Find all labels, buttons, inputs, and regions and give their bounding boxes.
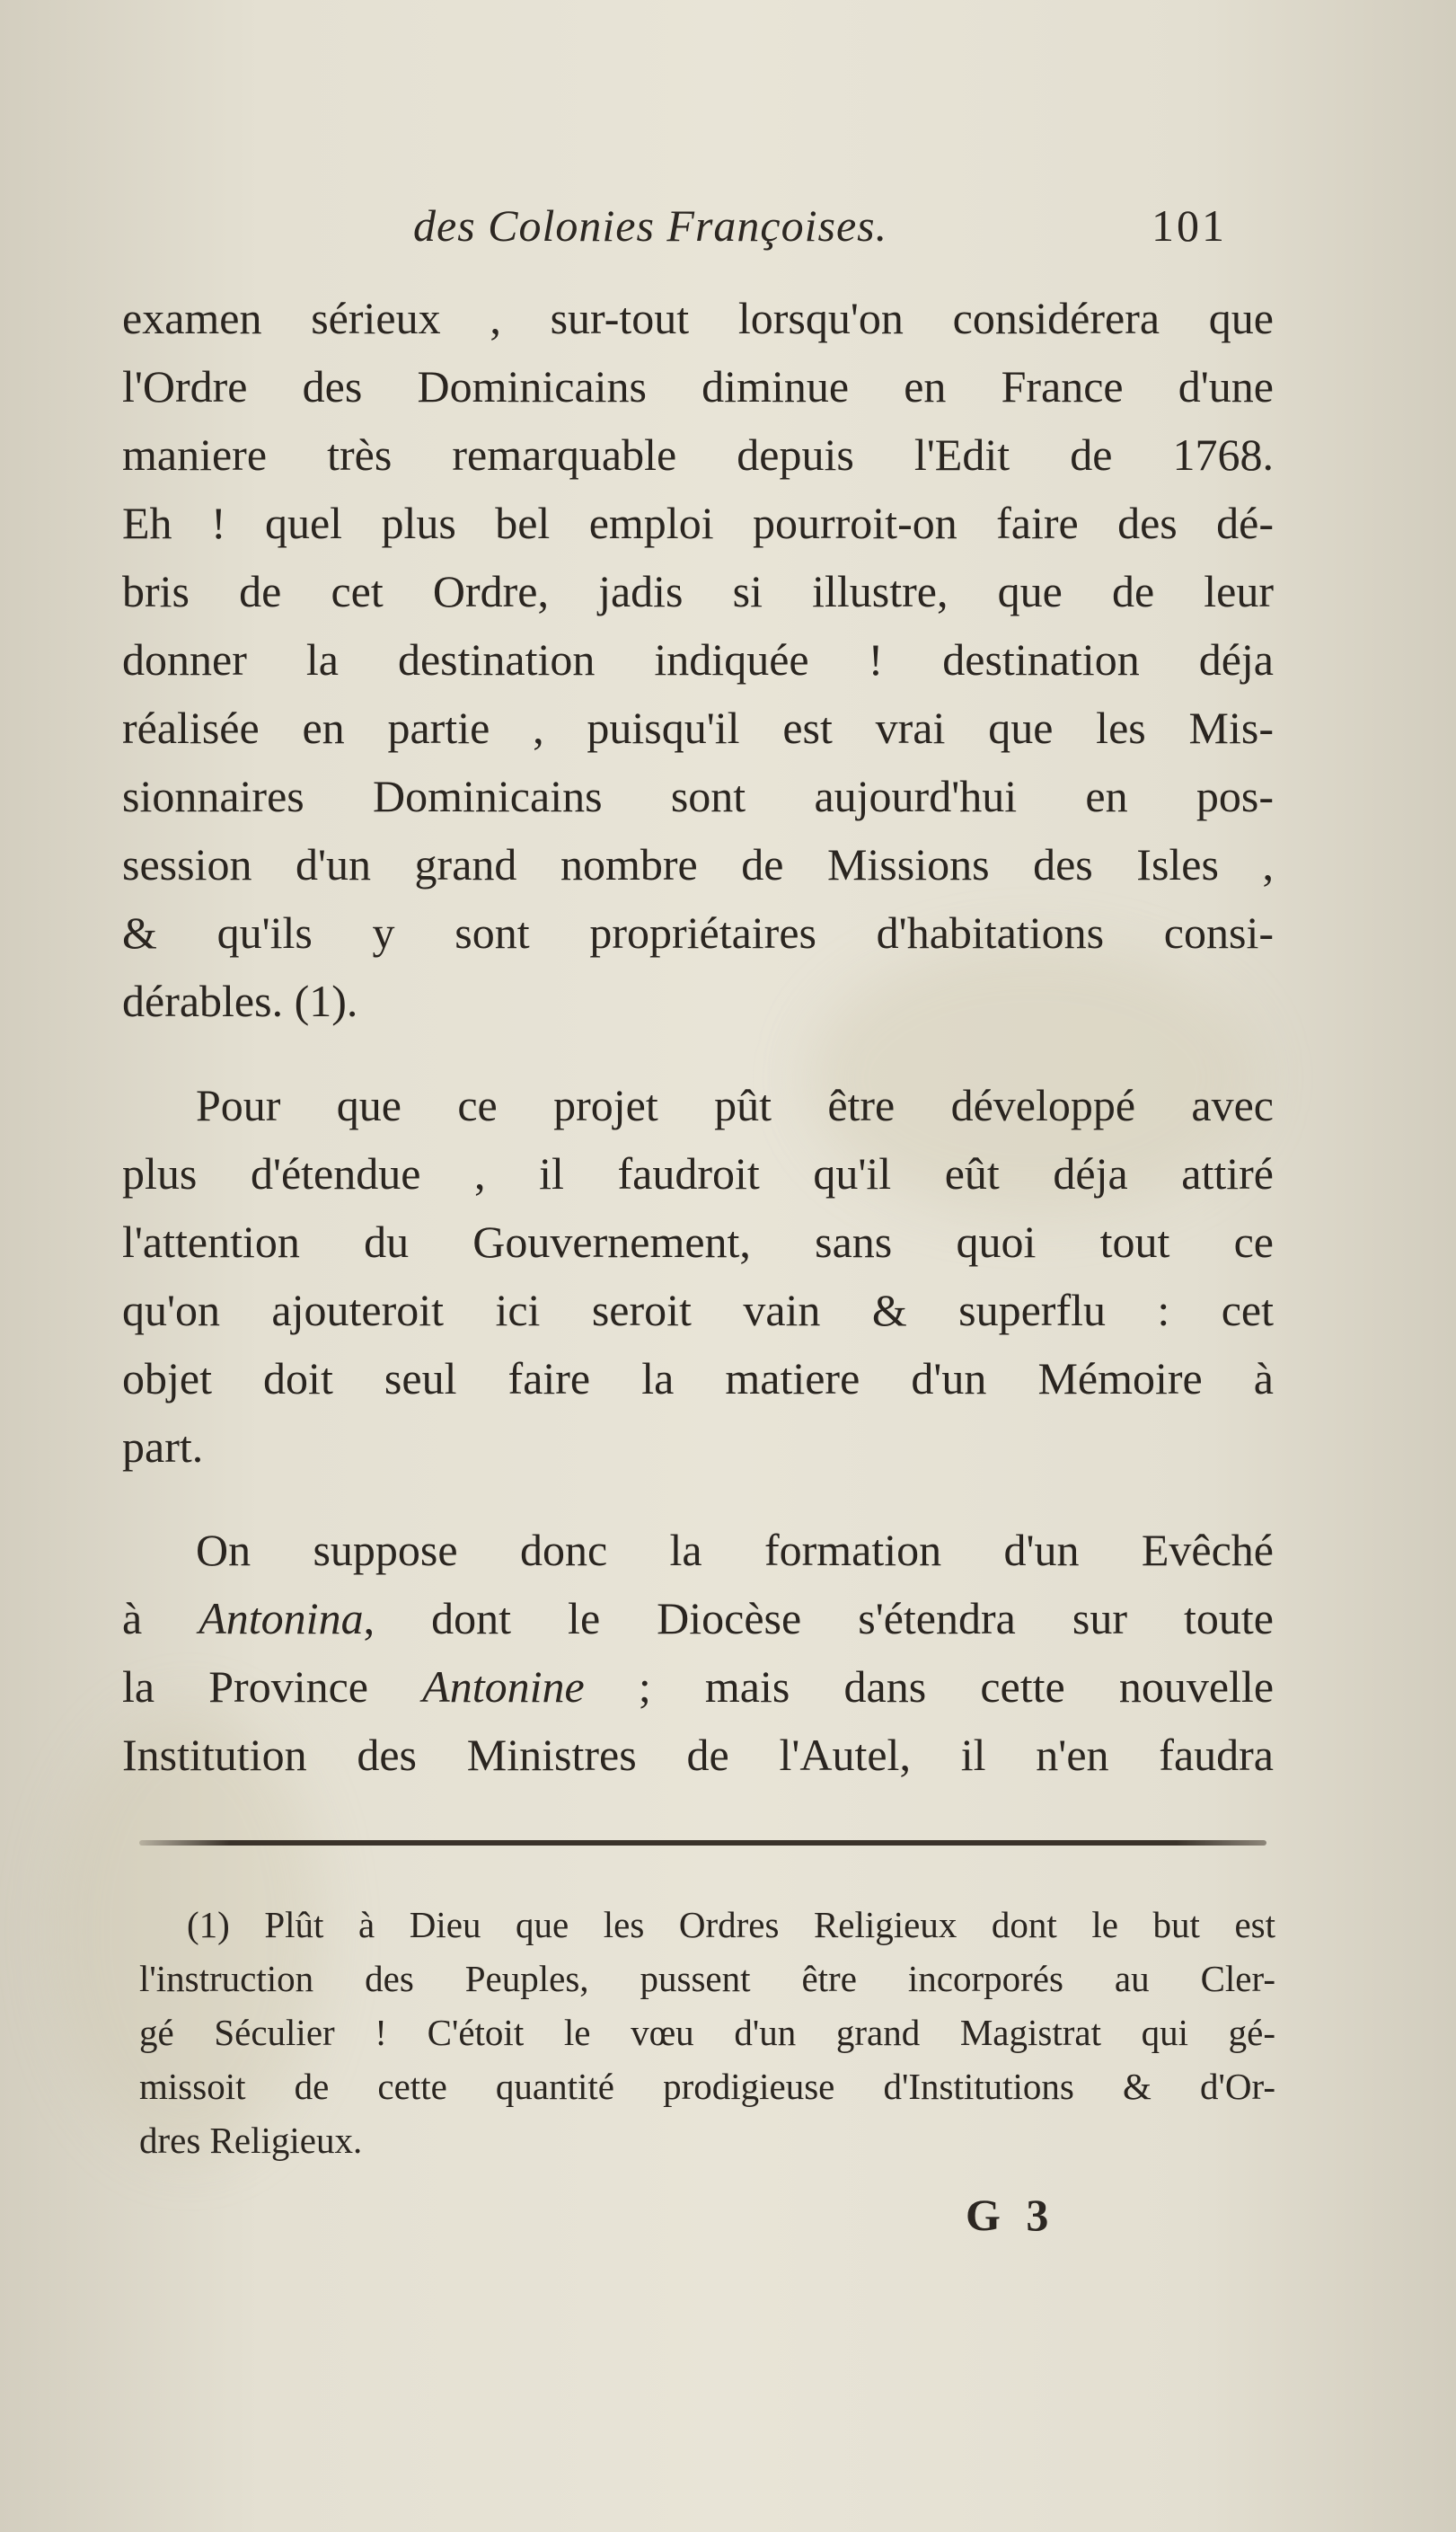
text-line: objet doit seul faire la matiere d'un Mémoire à bbox=[122, 1353, 1274, 1403]
text-line: plus d'étendue , il faudroit qu'il eût déja attiré bbox=[122, 1148, 1274, 1199]
signature-mark: G 3 bbox=[966, 2190, 1056, 2240]
text-line: session d'un grand nombre de Missions des Isles , bbox=[122, 839, 1274, 890]
running-title: des Colonies Françoises. bbox=[413, 200, 888, 251]
text-line: sionnaires Dominicains sont aujourd'hui en pos- bbox=[122, 771, 1274, 821]
text-line: maniere très remarquable depuis l'Edit de 1768. bbox=[122, 429, 1274, 480]
text-segment: , dont le Diocèse s'étendra sur toute bbox=[363, 1593, 1274, 1643]
text-line: qu'on ajouteroit ici seroit vain & superflu : cet bbox=[122, 1285, 1274, 1335]
footnote-line: dres Religieux. bbox=[139, 2120, 363, 2161]
footnote-rule bbox=[139, 1840, 1266, 1846]
text-segment: la Province bbox=[122, 1661, 368, 1712]
text-line: dérables. (1). bbox=[122, 976, 358, 1026]
text-line: & qu'ils y sont propriétaires d'habitations consi- bbox=[122, 907, 1274, 958]
text-line: réalisée en partie , puisqu'il est vrai que les Mis- bbox=[122, 703, 1274, 753]
text-segment: à bbox=[122, 1593, 143, 1643]
text-line: l'attention du Gouvernement, sans quoi tout ce bbox=[122, 1217, 1274, 1267]
text-line: Eh ! quel plus bel emploi pourroit-on faire des dé- bbox=[122, 498, 1274, 548]
footnote-line: l'instruction des Peuples, pussent être incorporés au Cler- bbox=[139, 1958, 1275, 1999]
text-line: On suppose donc la formation d'un Evêché bbox=[196, 1525, 1274, 1575]
text-line bbox=[122, 1660, 1274, 1713]
text-line: l'Ordre des Dominicains diminue en France d'une bbox=[122, 361, 1274, 412]
place-name: Antonine bbox=[422, 1661, 585, 1712]
footnote-line: gé Séculier ! C'étoit le vœu d'un grand Magistrat qui gé- bbox=[139, 2012, 1275, 2053]
text-line: part. bbox=[122, 1421, 204, 1472]
text-line: donner la destination indiquée ! destination déja bbox=[122, 634, 1274, 685]
text-line: bris de cet Ordre, jadis si illustre, que de leur bbox=[122, 566, 1274, 616]
footnote-line: missoit de cette quantité prodigieuse d'Institutions & d'Or- bbox=[139, 2066, 1275, 2107]
text-line bbox=[122, 1592, 1274, 1644]
place-name: Antonina bbox=[199, 1593, 364, 1643]
page-number: 101 bbox=[1152, 200, 1227, 251]
text-line: Institution des Ministres de l'Autel, il n'en faudra bbox=[122, 1730, 1274, 1780]
text-segment: ; mais dans cette nouvelle bbox=[638, 1661, 1275, 1712]
text-line: Pour que ce projet pût être développé avec bbox=[196, 1080, 1274, 1130]
text-line: examen sérieux , sur-tout lorsqu'on considérera que bbox=[122, 293, 1274, 343]
footnote-line: (1) Plût à Dieu que les Ordres Religieux dont le but est bbox=[187, 1904, 1275, 1945]
